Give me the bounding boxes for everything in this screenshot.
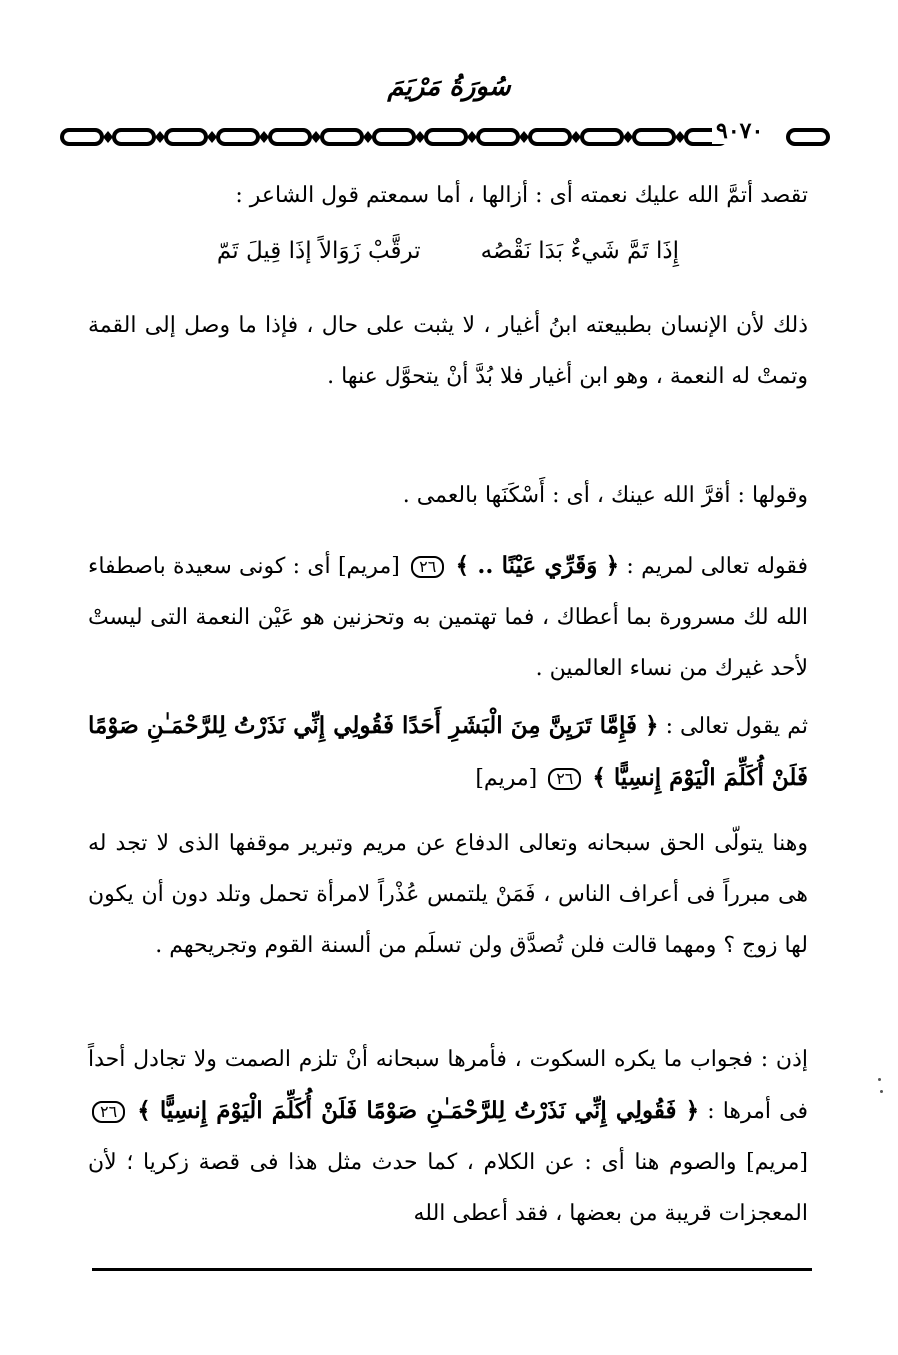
paragraph-5 (88, 700, 808, 804)
para4-tail: أى : (292, 554, 331, 579)
surah-reference: [مريم] (337, 554, 400, 579)
quran-quote: ﴿ فَقُولِي إِنِّي نَذَرْتُ لِلرَّحْمَـٰنِ صَوْمًا فَلَنْ أُكَلِّمَ الْيَوْمَ إِنسِيًّا ﴾ (137, 1097, 700, 1124)
verse-number-badge: ٢٦ (548, 768, 581, 790)
footer-rule (92, 1268, 812, 1271)
para4-intro: فقوله تعالى لمريم : (626, 554, 808, 579)
surah-reference: [مريم] (746, 1150, 808, 1175)
paragraph-1 (88, 170, 808, 221)
quran-quote: ﴿ فَإِمَّا تَرَيِنَّ مِنَ الْبَشَرِ أَحَدًا فَقُولِي إِنِّي نَذَرْتُ لِلرَّحْمَـٰنِ صَوْمًا فَلَنْ أُكَلِّمَ الْيَوْمَ إِنسِيًّا ﴾ (88, 712, 808, 791)
scan-speck (880, 1090, 883, 1093)
paragraph-text: وقولها : أقرَّ الله عينك ، أى : أَسْكَنَها بالعمى . (402, 483, 808, 508)
paragraph-text: تقصد أتمَّ الله عليك نعمته أى : أزالها ، أما سمعتم قول الشاعر : (235, 183, 808, 208)
quran-quote: ﴿ وَقَرِّي عَيْنًا .. ﴾ (455, 552, 620, 579)
para7-intro: إذن : فجواب ما يكره السكوت ، فأمرها سبحانه أنْ تلزم الصمت ولا تجادل أحداً فى أمرها : (88, 1047, 808, 1124)
verse-second-half: ترقَّبْ زَوَالاً إذَا قِيلَ تَمّ (216, 238, 421, 264)
poetry-verse (88, 238, 808, 264)
surah-reference: [مريم] (475, 766, 538, 791)
paragraph-text: كونى سعيدة باصطفاء الله لك مسرورة بما أعطاك ، فما تهتمين به وتحزنين هو عَيْن النعمة التى ليستْ لأحد غيرك من نساء العالمين . (88, 554, 808, 681)
para5-intro: ثم يقول تعالى : (665, 714, 808, 739)
paragraph-3 (88, 470, 808, 521)
page-number: ٩٠٧٠ (712, 118, 767, 144)
paragraph-6 (88, 818, 808, 971)
scan-speck (878, 1078, 881, 1081)
verse-number-badge: ٢٦ (92, 1101, 125, 1123)
surah-title: سُورَةُ مَرْيَمَ (387, 72, 511, 102)
verse-number-badge: ٢٦ (411, 556, 444, 578)
paragraph-text: وهنا يتولّى الحق سبحانه وتعالى الدفاع عن مريم وتبرير موقفها الذى لا تجد له هى مبرراً فى أعراف الناس ، فَمَنْ يلتمس عُذْراً لامرأة تحمل وتلد دون أن يكون لها زوج ؟ ومهما قالت فلن تُصدَّق ولن تسلَم من ألسنة القوم وتجريحهم . (88, 831, 808, 958)
verse-first-half: إِذَا تَمَّ شَيءٌ بَدَا نَقْصُه (480, 238, 680, 264)
paragraph-text: ذلك لأن الإنسان بطبيعته ابنُ أغيار ، لا يثبت على حال ، فإذا ما وصل إلى القمة وتمتْ له النعمة ، وهو ابن أغيار فلا بُدَّ أنْ يتحوَّل عنها . (88, 313, 808, 389)
paragraph-text: والصوم هنا أى : عن الكلام ، كما حدث مثل هذا فى قصة زكريا ؛ لأن المعجزات قريبة من بعضها ، فقد أعطى الله (88, 1150, 808, 1226)
paragraph-4 (88, 540, 808, 694)
paragraph-7 (88, 1034, 808, 1239)
paragraph-2 (88, 300, 808, 402)
